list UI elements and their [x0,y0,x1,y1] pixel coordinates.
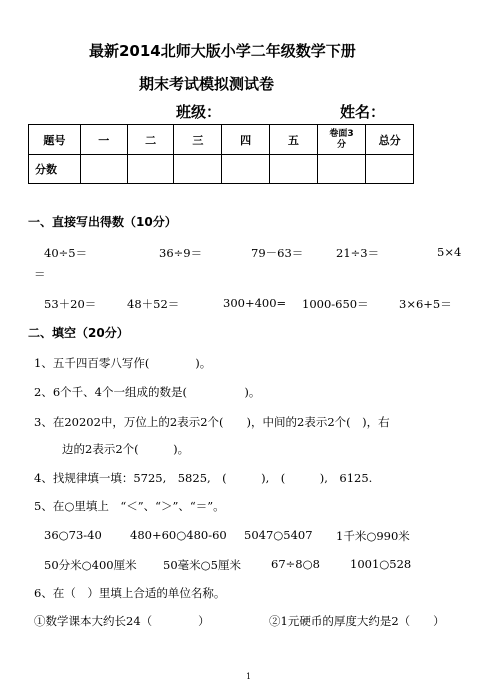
score-table [28,124,414,184]
calc-item: 79－63＝ [251,246,304,260]
score-cell-5[interactable] [270,155,318,184]
question-3-line-1: 3、在20202中，万位上的2表示2个( )，中间的2表示2个( )，右 [34,415,390,429]
page-number: 1 [246,672,252,681]
calc-item: 300+400= [223,296,287,310]
question-4: 4、找规律填一填：5725, 5825, ( ), ( ), 6125. [34,471,373,485]
section-1-heading: 一、直接写出得数（10分） [28,215,177,229]
compare-item: 50分米○400厘米 [44,558,137,572]
header-cell-question-no: 题号 [29,125,81,155]
header-cell-total: 总分 [366,125,414,155]
calc-item: 1000-650＝ [302,297,369,311]
calc-item-wrap: ＝ [34,267,46,281]
score-table-header-row [29,125,414,155]
compare-item: 67÷8○8 [271,557,320,571]
question-2: 2、6个千、4个一组成的数是( )。 [34,385,261,399]
title-line-2: 期末考试模拟测试卷 [139,75,275,93]
score-cell-4[interactable] [222,155,270,184]
calc-item: 40÷5＝ [44,246,88,260]
compare-item: 1001○528 [350,557,412,571]
calc-item: 36÷9＝ [159,246,203,260]
compare-item: 1千米○990米 [336,529,410,543]
calc-item: 21÷3＝ [336,246,380,260]
class-label: 班级： [176,103,222,121]
question-6: 6、在（ ）里填上合适的单位名称。 [34,586,226,600]
compare-item: 5047○5407 [244,528,313,542]
question-3-line-2: 边的2表示2个( )。 [62,442,190,456]
score-cell-3[interactable] [174,155,222,184]
name-label: 姓名： [340,103,386,121]
header-cell-1: 一 [80,125,127,155]
calc-item: 53＋20＝ [44,297,97,311]
score-cell-neatness[interactable] [317,155,365,184]
score-row-label: 分数 [29,155,81,184]
compare-item: 36○73-40 [44,528,102,542]
question-6-item-2: ②1元硬币的厚度大约是2（ ） [269,614,445,628]
calc-item: 5×4 [437,245,462,259]
header-cell-3: 三 [174,125,222,155]
score-table-score-row [29,155,414,184]
header-cell-neatness-text: 卷面3分 [329,128,354,150]
score-cell-total[interactable] [366,155,414,184]
compare-item: 480+60○480-60 [130,528,227,542]
header-cell-4: 四 [222,125,270,155]
question-1: 1、五千四百零八写作( )。 [34,356,212,370]
header-cell-5: 五 [270,125,318,155]
calc-item: 3×6+5＝ [399,297,452,311]
compare-item: 50毫米○5厘米 [163,558,241,572]
score-cell-1[interactable] [80,155,127,184]
question-6-item-1: ①数学课本大约长24（ ） [34,614,210,628]
title-line-1: 最新2014北师大版小学二年级数学下册 [89,42,356,60]
question-5: 5、在○里填上 “＜”、“＞”、“＝”。 [34,499,225,513]
header-cell-neatness [317,125,365,155]
section-2-heading: 二、填空（20分） [28,326,129,340]
header-cell-2: 二 [127,125,174,155]
calc-item: 48＋52＝ [127,297,180,311]
score-cell-2[interactable] [127,155,174,184]
